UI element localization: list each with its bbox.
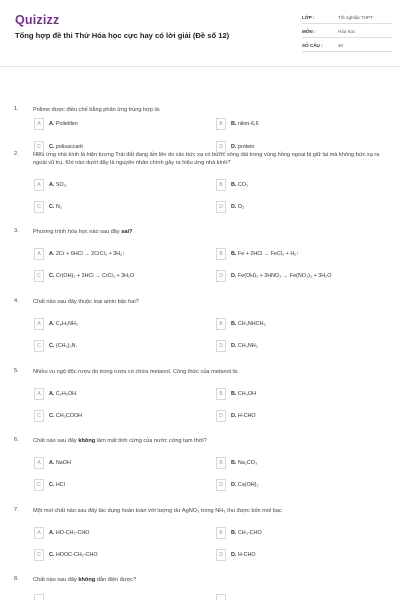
option-text: Polietilen <box>55 120 78 127</box>
option-letter-box: D <box>216 141 226 153</box>
option-label: C. <box>49 551 55 558</box>
option-label: B. <box>231 181 237 188</box>
option-text: Cr(OH)₃ + 3HCl → CrCl₃ + 3H₂O <box>55 272 135 279</box>
option-text: HO-CH₂-CHO <box>55 529 90 536</box>
quizizz-logo: Quizizz <box>15 13 60 27</box>
option-label: A. <box>49 390 55 397</box>
option-b[interactable] <box>216 248 376 260</box>
option-c[interactable] <box>34 479 194 491</box>
question-number: 8. <box>14 576 19 582</box>
option-text: polisaccarit <box>55 143 83 150</box>
meta-subject-row <box>302 26 392 38</box>
option-letter-box: D <box>216 270 226 282</box>
option-text: Na₂CO₃ <box>237 459 258 466</box>
option-c[interactable] <box>34 270 194 282</box>
option-letter-box: C <box>34 340 44 352</box>
option-label: C. <box>49 481 55 488</box>
option-letter-box: A <box>34 318 44 330</box>
question-text-part: dẫn điện được? <box>95 577 137 583</box>
option-label: A. <box>49 459 55 466</box>
option-label: B. <box>231 250 237 257</box>
option-text: protein <box>237 143 255 150</box>
option-letter-box <box>216 594 226 600</box>
option-a-partial[interactable] <box>34 594 194 600</box>
question-emphasis: không <box>78 577 96 583</box>
option-label: D. <box>231 143 237 150</box>
question-text-part: Phương trình hóa học nào sau đây <box>33 229 122 235</box>
option-label: A. <box>49 181 55 188</box>
option-c[interactable] <box>34 340 194 352</box>
option-text: CH₃-CHO <box>237 529 262 536</box>
meta-key: SỐ CÂU : <box>302 43 323 48</box>
option-letter-box: C <box>34 549 44 561</box>
option-letter-box: C <box>34 479 44 491</box>
option-c[interactable] <box>34 410 194 422</box>
option-letter-box: A <box>34 179 44 191</box>
question-number: 3. <box>14 228 19 234</box>
option-label: A. <box>49 120 55 127</box>
option-text: CH₃OH <box>237 390 256 397</box>
option-letter-box: A <box>34 457 44 469</box>
option-a[interactable] <box>34 248 194 260</box>
option-a[interactable] <box>34 527 194 539</box>
option-label: C. <box>49 143 55 150</box>
document-header <box>0 0 400 66</box>
option-c[interactable] <box>34 549 194 561</box>
meta-value: 40 <box>338 43 344 48</box>
document-title: Tổng hợp đề thi Thử Hóa học cực hay có lời giải (Đề số 12) <box>15 31 230 40</box>
question-number: 4. <box>14 298 19 304</box>
option-text: H-CHO <box>237 551 256 558</box>
option-text: (CH₃)₃N. <box>55 342 78 349</box>
option-label: B. <box>231 320 237 327</box>
option-letter-box: C <box>34 270 44 282</box>
option-letter-box: A <box>34 527 44 539</box>
option-letter-box: B <box>216 527 226 539</box>
option-letter-box: B <box>216 248 226 260</box>
option-a[interactable] <box>34 179 194 191</box>
option-b[interactable] <box>216 457 376 469</box>
option-letter-box: B <box>216 318 226 330</box>
option-d[interactable] <box>216 340 376 352</box>
option-label: C. <box>49 412 55 419</box>
option-d[interactable] <box>216 549 376 561</box>
option-letter-box: D <box>216 479 226 491</box>
option-text: H-CHO <box>237 412 256 419</box>
option-letter-box: A <box>34 248 44 260</box>
option-text: SO₂. <box>55 181 68 188</box>
question-text <box>33 437 393 445</box>
option-letter-box: C <box>34 201 44 213</box>
option-text: NaOH <box>55 459 71 466</box>
option-label: B. <box>231 459 237 466</box>
option-text: CO₂ <box>237 181 249 188</box>
option-label: D. <box>231 203 237 210</box>
option-text: Fe(OH)₃ + 3HNO₃ → Fe(NO₃)₃ + 3H₂O <box>237 272 332 279</box>
option-letter-box: A <box>34 118 44 130</box>
option-label: A. <box>49 320 55 327</box>
option-letter-box: B <box>216 388 226 400</box>
option-letter-box: B <box>216 118 226 130</box>
option-a[interactable] <box>34 388 194 400</box>
option-text: C₆H₅NH₂ <box>55 320 78 327</box>
option-d[interactable] <box>216 270 376 282</box>
meta-key: LỚP : <box>302 15 315 20</box>
option-label: B. <box>231 120 237 127</box>
option-text: HOOC-CH₂-CHO <box>55 551 98 558</box>
option-letter-box: D <box>216 340 226 352</box>
option-text: nilon-6,6 <box>237 120 259 127</box>
option-text: CH₃NH₂ <box>237 342 258 349</box>
question-number: 1. <box>14 106 19 112</box>
question-number: 5. <box>14 368 19 374</box>
option-d[interactable] <box>216 201 376 213</box>
option-label: D. <box>231 342 237 349</box>
option-text: Ca(OH)₂ <box>237 481 259 488</box>
question-emphasis: không <box>78 438 96 444</box>
option-d[interactable] <box>216 479 376 491</box>
option-d[interactable] <box>216 410 376 422</box>
option-letter-box: D <box>216 549 226 561</box>
meta-value: Tốt nghiệp THPT <box>338 15 373 20</box>
option-text: CH₃COOH <box>55 412 83 419</box>
option-label: B. <box>231 529 237 536</box>
option-letter-box: C <box>34 410 44 422</box>
option-c[interactable] <box>34 201 194 213</box>
option-label: C. <box>49 342 55 349</box>
meta-value: Hóa học <box>338 29 356 34</box>
question-text <box>33 228 393 236</box>
option-a[interactable] <box>34 457 194 469</box>
option-b[interactable] <box>216 527 376 539</box>
option-label: C. <box>49 203 55 210</box>
option-text: CH₃NHCH₃ <box>237 320 266 327</box>
option-label: A. <box>49 250 55 257</box>
question-number: 6. <box>14 437 19 443</box>
option-b[interactable] <box>216 118 376 130</box>
option-b[interactable] <box>216 179 376 191</box>
meta-key: MÔN : <box>302 29 316 34</box>
option-text: HCl <box>55 481 65 488</box>
question-number: 7. <box>14 507 19 513</box>
question-text: Nhiều vụ ngộ độc rượu do trong rượu có chứa metanol. Công thức của metanol là: <box>33 369 239 375</box>
option-label: D. <box>231 412 237 419</box>
option-letter-box <box>34 594 44 600</box>
option-letter-box: D <box>216 201 226 213</box>
question-text-part: làm mất tính cứng của nước cứng tạm thời? <box>95 438 207 444</box>
option-text: C₂H₅OH. <box>55 390 78 397</box>
question-text: Polime được điều chế bằng phản ứng trùng hợp là: <box>33 107 161 113</box>
option-label: D. <box>231 551 237 558</box>
option-b[interactable] <box>216 318 376 330</box>
option-b-partial[interactable] <box>216 594 376 600</box>
option-letter-box: A <box>34 388 44 400</box>
option-letter-box: D <box>216 410 226 422</box>
option-text: 2Cr + 6HCl → 2CrCl₃ + 3H₂↑ <box>55 250 125 257</box>
option-label: D. <box>231 272 237 279</box>
header-divider <box>0 66 400 67</box>
meta-count-row <box>302 40 392 52</box>
option-b[interactable] <box>216 388 376 400</box>
option-letter-box: B <box>216 457 226 469</box>
option-label: B. <box>231 390 237 397</box>
option-a[interactable] <box>34 118 194 130</box>
question-text-part: Chất nào sau đây <box>33 438 79 444</box>
option-letter-box: B <box>216 179 226 191</box>
option-text: O₂ <box>237 203 245 210</box>
question-text <box>33 576 393 584</box>
question-emphasis: sai? <box>121 229 133 235</box>
option-text: N₂ <box>55 203 62 210</box>
question-number: 2. <box>14 151 19 157</box>
option-letter-box: C <box>34 141 44 153</box>
option-a[interactable] <box>34 318 194 330</box>
meta-class-row <box>302 12 392 24</box>
option-label: C. <box>49 272 55 279</box>
question-text: Chất nào sau đây thuộc loại amin bậc hai? <box>33 299 139 305</box>
question-text: Một mol chất nào sau đây tác dụng hoàn toàn với lượng dư AgNO₃ trong NH₃ thu được bốn mol bạc <box>33 508 282 514</box>
option-label: A. <box>49 529 55 536</box>
option-label: D. <box>231 481 237 488</box>
question-text-part: Chất nào sau đây <box>33 577 79 583</box>
option-text: Fe + 2HCl → FeCl₂ + H₂↑ <box>237 250 300 257</box>
question-text: Hiệu ứng nhà kính là hiện tượng Trái đất đang ấm lên do các bức xạ có bước sóng dài trong vùng hồng ngoại bị giữ lại mà không bức xạ ra ngoài vũ trụ. Khí nào dưới đây là nguyên nhân chính gây ra hiệu ứng nhà kính? <box>33 152 380 166</box>
